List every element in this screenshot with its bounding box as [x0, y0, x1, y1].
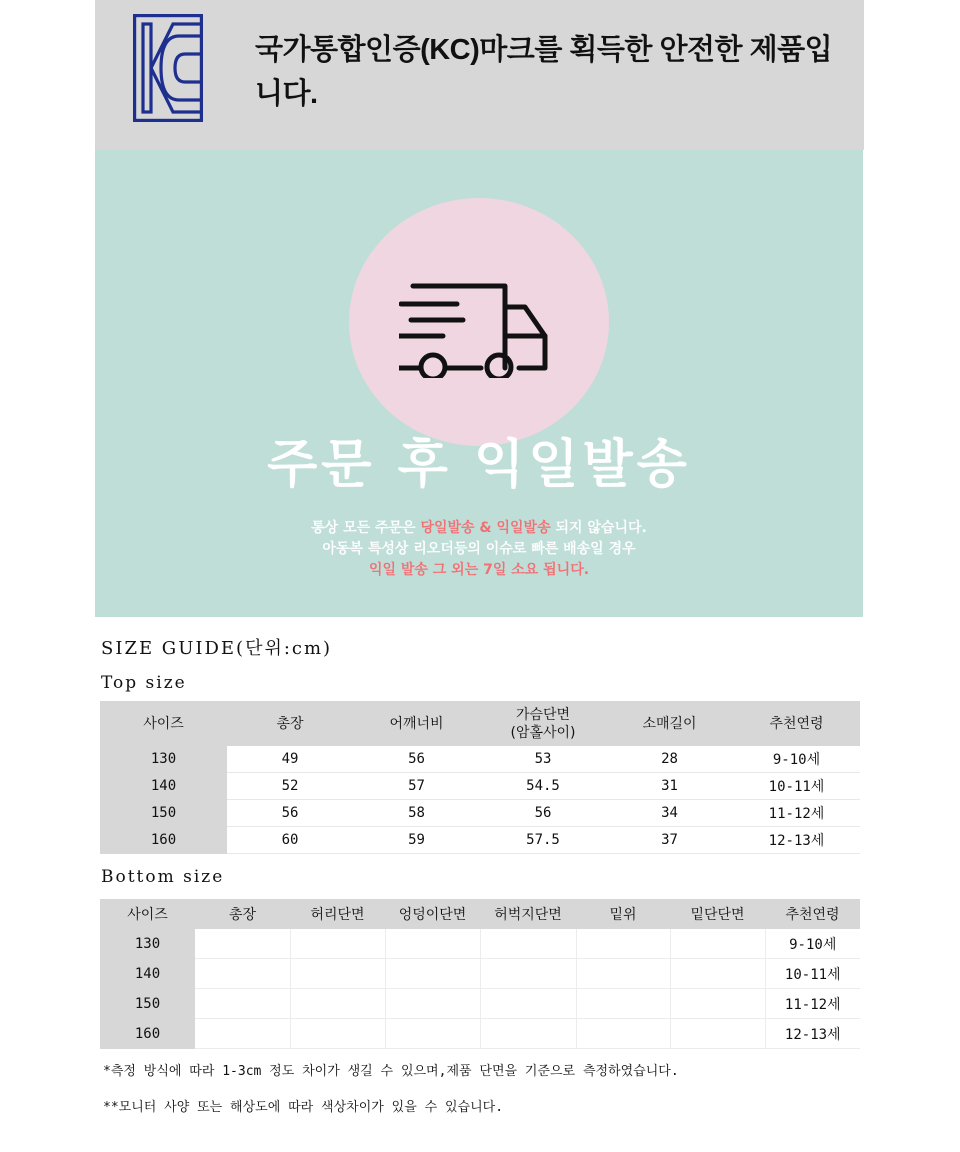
measurement-footnote: *측정 방식에 따라 1-3cm 정도 차이가 생길 수 있으며,제품 단면을 기준으로 측정하였습니다. — [103, 1064, 679, 1079]
bottom-size-row — [100, 989, 860, 1019]
top-size-cell: 60 — [227, 827, 353, 854]
bottom-size-cell: 10-11세 — [765, 959, 860, 989]
bottom-size-row — [100, 929, 860, 959]
bottom-size-title: Bottom size — [101, 867, 225, 887]
bottom-size-cell — [195, 989, 290, 1019]
top-header-cell: 사이즈 — [100, 701, 227, 746]
top-size-cell: 56 — [227, 800, 353, 827]
truck-circle-badge — [349, 198, 609, 446]
shipping-note-line-3: 익일 발송 그 외는 7일 소요 됩니다. — [368, 562, 590, 578]
top-size-cell: 53 — [480, 746, 606, 773]
shipping-note-1-post: 되지 않습니다. — [550, 520, 647, 536]
bottom-size-cell — [385, 959, 480, 989]
top-size-table — [100, 701, 860, 854]
bottom-size-cell — [195, 959, 290, 989]
top-size-cell: 11-12세 — [733, 800, 860, 827]
top-size-cell: 130 — [100, 746, 227, 773]
top-size-cell: 140 — [100, 773, 227, 800]
top-size-cell: 34 — [606, 800, 733, 827]
bottom-size-cell — [480, 1019, 576, 1049]
bottom-size-cell — [290, 959, 385, 989]
kc-certification-text: 국가통합인증(KC)마크를 획득한 안전한 제품입니다. — [255, 34, 833, 110]
size-guide-title: SIZE GUIDE(단위:cm) — [101, 638, 333, 659]
bottom-size-cell: 150 — [100, 989, 195, 1019]
shipping-note-line-2: 아동복 특성상 리오더등의 이슈로 빠른 배송일 경우 — [322, 541, 636, 557]
top-size-cell: 56 — [353, 746, 480, 773]
bottom-size-cell: 9-10세 — [765, 929, 860, 959]
bottom-size-table — [100, 899, 860, 1049]
bottom-size-cell — [576, 959, 670, 989]
top-size-row — [100, 773, 860, 800]
top-size-cell: 59 — [353, 827, 480, 854]
monitor-color-footnote: **모니터 사양 또는 해상도에 따라 색상차이가 있을 수 있습니다. — [103, 1100, 504, 1115]
bottom-header-cell: 사이즈 — [100, 899, 195, 929]
kc-logo-icon — [133, 14, 203, 122]
top-size-row — [100, 746, 860, 773]
shipping-note-line-1 — [95, 518, 863, 539]
shipping-heading: 주문 후 익일발송 — [267, 435, 691, 495]
top-size-cell: 37 — [606, 827, 733, 854]
bottom-size-cell: 130 — [100, 929, 195, 959]
top-header-cell: 추천연령 — [733, 701, 860, 746]
bottom-size-cell — [195, 929, 290, 959]
bottom-size-cell — [385, 989, 480, 1019]
bottom-size-cell — [290, 989, 385, 1019]
bottom-header-cell: 허벅지단면 — [480, 899, 576, 929]
top-size-cell: 160 — [100, 827, 227, 854]
top-size-cell: 49 — [227, 746, 353, 773]
top-size-cell: 52 — [227, 773, 353, 800]
top-size-row — [100, 800, 860, 827]
delivery-truck-icon — [399, 278, 564, 378]
kc-certification-banner — [95, 0, 864, 150]
top-header-cell: 소매길이 — [606, 701, 733, 746]
bottom-size-cell — [480, 929, 576, 959]
bottom-size-cell — [195, 1019, 290, 1049]
top-size-header-row — [100, 701, 860, 746]
top-size-cell: 56 — [480, 800, 606, 827]
bottom-size-cell: 12-13세 — [765, 1019, 860, 1049]
shipping-info-panel — [95, 150, 863, 617]
bottom-header-cell: 밑위 — [576, 899, 670, 929]
bottom-header-cell: 총장 — [195, 899, 290, 929]
shipping-note-1-pre: 통상 모든 주문은 — [311, 520, 421, 536]
bottom-size-cell: 160 — [100, 1019, 195, 1049]
top-size-cell: 54.5 — [480, 773, 606, 800]
bottom-header-cell: 추천연령 — [765, 899, 860, 929]
bottom-size-cell — [576, 929, 670, 959]
top-size-cell: 57 — [353, 773, 480, 800]
bottom-size-cell — [670, 989, 765, 1019]
top-size-cell: 10-11세 — [733, 773, 860, 800]
top-size-cell: 31 — [606, 773, 733, 800]
bottom-size-cell — [480, 989, 576, 1019]
bottom-size-cell — [385, 1019, 480, 1049]
bottom-size-header-row — [100, 899, 860, 929]
top-size-cell: 57.5 — [480, 827, 606, 854]
bottom-size-cell — [670, 929, 765, 959]
bottom-size-cell — [385, 929, 480, 959]
bottom-header-cell: 엉덩이단면 — [385, 899, 480, 929]
bottom-size-cell: 140 — [100, 959, 195, 989]
bottom-size-cell — [670, 1019, 765, 1049]
bottom-size-cell — [290, 1019, 385, 1049]
top-size-title: Top size — [101, 673, 187, 693]
bottom-header-cell: 허리단면 — [290, 899, 385, 929]
top-size-cell: 9-10세 — [733, 746, 860, 773]
bottom-size-row — [100, 1019, 860, 1049]
bottom-header-cell: 밑단단면 — [670, 899, 765, 929]
top-header-cell: 총장 — [227, 701, 353, 746]
top-size-cell: 12-13세 — [733, 827, 860, 854]
bottom-size-cell — [480, 959, 576, 989]
top-size-cell: 28 — [606, 746, 733, 773]
bottom-size-row — [100, 959, 860, 989]
top-size-cell: 150 — [100, 800, 227, 827]
bottom-size-cell — [576, 989, 670, 1019]
top-header-cell: 가슴단면 (암홀사이) — [480, 701, 606, 746]
top-header-cell: 어깨너비 — [353, 701, 480, 746]
bottom-size-cell — [670, 959, 765, 989]
top-size-row — [100, 827, 860, 854]
top-size-cell: 58 — [353, 800, 480, 827]
bottom-size-cell: 11-12세 — [765, 989, 860, 1019]
bottom-size-cell — [576, 1019, 670, 1049]
shipping-notes — [95, 518, 863, 581]
shipping-note-1-highlight: 당일발송 & 익일발송 — [420, 520, 551, 536]
bottom-size-cell — [290, 929, 385, 959]
